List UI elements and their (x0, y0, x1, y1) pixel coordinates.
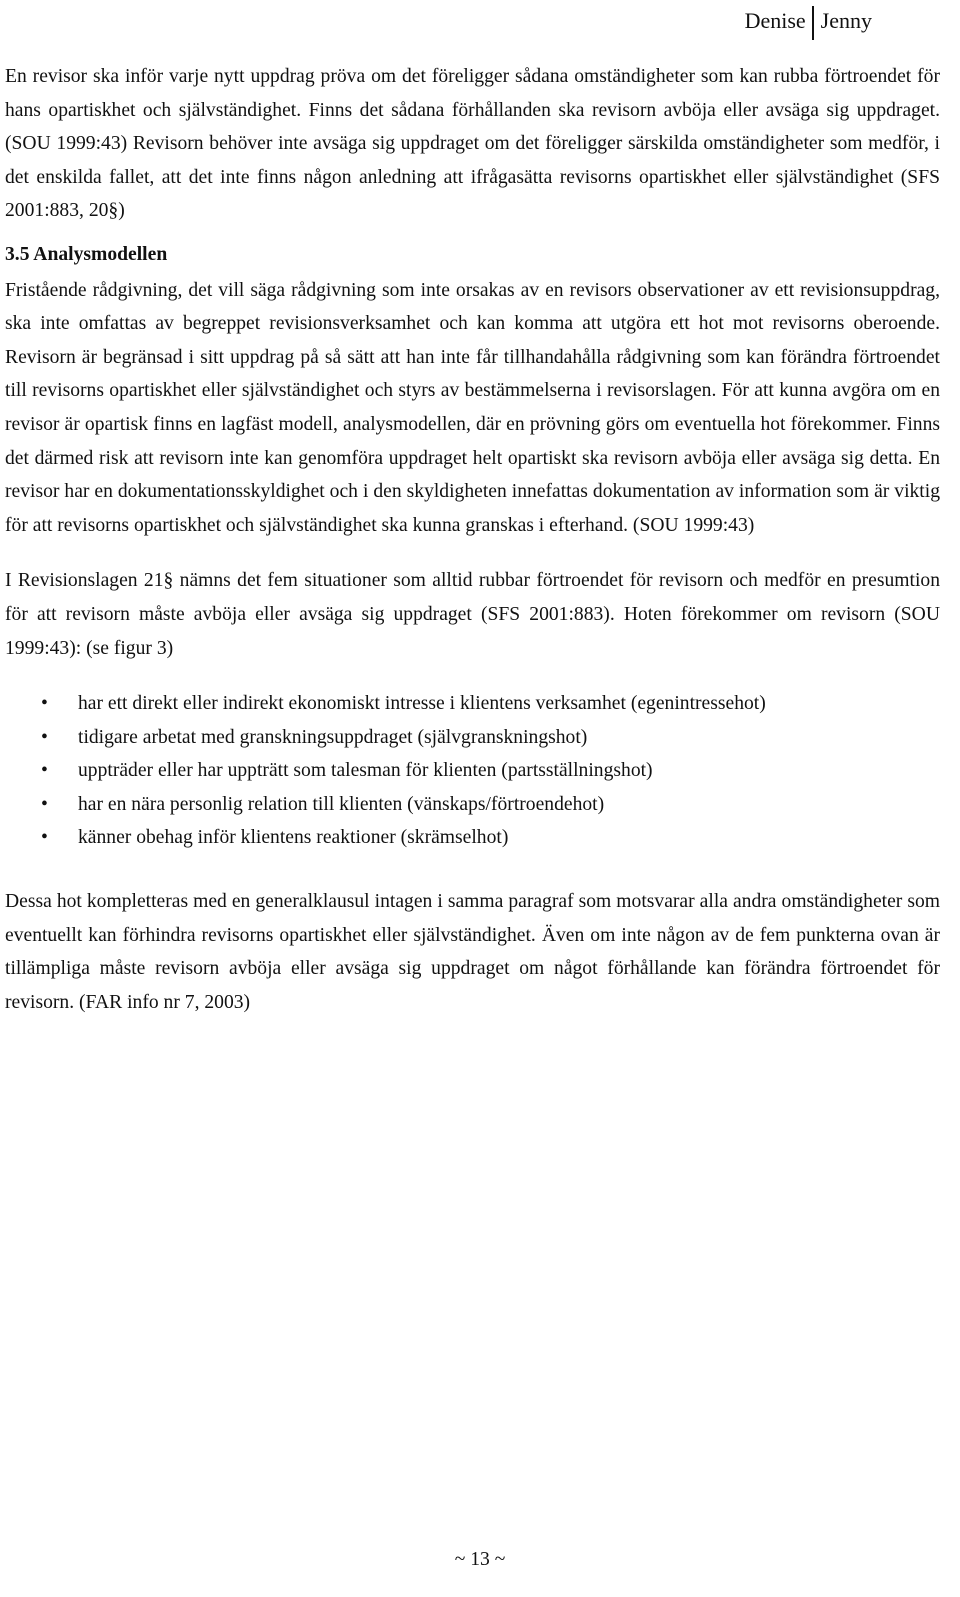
intro-paragraph: En revisor ska inför varje nytt uppdrag pröva om det föreligger sådana omständigheter som kan rubba förtroendet för hans opartiskhet och självständighet. Finns det sådana förhållanden ska revisorn avböja eller avsäga sig uppdraget. (SOU 1999:43) Revisorn behöver inte avsäga sig uppdraget om det föreligger särskilda omständigheter som medför, i det enskilda fallet, att det inte finns någon anledning att ifrågasätta revisorns opartiskhet eller självständighet (SFS 2001:883, 20§) (5, 66, 940, 222)
analysmodellen-paragraph: Fristående rådgivning, det vill säga rådgivning som inte orsakas av en revisors observationer av ett revisionsuppdrag, ska inte omfattas av begreppet revisionsverksamhet och kan komma att utgöra ett hot mot revisorns oberoende. Revisorn är begränsad i sitt uppdrag på så sätt att han inte får tillhandahålla rådgivning som kan förändra förtroendet till revisorns opartiskhet eller självständighet och styrs av bestämmelserna i revisorslagen. För att kunna avgöra om en revisor är opartisk finns en lagfäst modell, analysmodellen, där en prövning görs om eventuella hot förekommer. Finns det därmed risk att revisorn inte kan genomföra uppdraget helt opartiskt ska revisorn avböja eller avsäga sig detta. En revisor har en dokumentationsskyldighet och i den skyldigheten innefattas dokumentation av information som är viktig för att revisorns opartiskhet och självständighet ska kunna granskas i efterhand. (SOU 1999:43) (5, 279, 940, 536)
list-item (5, 821, 940, 855)
list-item-text: känner obehag inför klientens reaktioner (skrämselhot) (78, 827, 509, 849)
page-number: ~ 13 ~ (454, 1549, 506, 1570)
list-item-text: har ett direkt eller indirekt ekonomiskt intresse i klientens verksamhet (egenintressehot) (78, 693, 766, 715)
list-item-text: har en nära personlig relation till klienten (vänskaps/förtroendehot) (78, 793, 605, 815)
list-item-text: tidigare arbetat med granskningsuppdraget (självgranskningshot) (78, 726, 588, 748)
closing-paragraph: Dessa hot kompletteras med en generalklausul intagen i samma paragraf som motsvarar alla andra omständigheter som eventuellt kan förhindra revisorns opartiskhet eller självständighet. Även om inte någon av de fem punkterna ovan är tillämpliga måste revisorn avböja eller avsäga sig uppdraget om något förhållande kan förändra förtroendet för revisorn. (FAR info nr 7, 2003) (5, 891, 940, 1013)
page-body (5, 60, 940, 1019)
bullet-icon: • (41, 793, 48, 815)
header-author-denise: Denise (744, 8, 806, 33)
section-heading: 3.5 Analysmodellen (5, 243, 168, 265)
bullet-icon: • (41, 760, 48, 782)
list-item (5, 721, 940, 755)
header-author-jenny: Jenny (820, 8, 872, 33)
threat-list (5, 687, 940, 855)
list-item (5, 687, 940, 721)
list-item (5, 754, 940, 788)
page-header (745, 6, 872, 40)
list-item-text: uppträder eller har uppträtt som talesman för klienten (partsställningshot) (78, 760, 653, 782)
revisionslagen-paragraph: I Revisionslagen 21§ nämns det fem situationer som alltid rubbar förtroendet för revisorn och medför en presumtion för att revisorn måste avböja eller avsäga sig uppdraget (SFS 2001:883). Hoten förekommer om revisorn (SOU 1999:43): (se figur 3) (5, 570, 940, 659)
bullet-icon: • (41, 827, 48, 849)
bullet-icon: • (41, 693, 48, 715)
bullet-icon: • (41, 726, 48, 748)
list-item (5, 788, 940, 822)
